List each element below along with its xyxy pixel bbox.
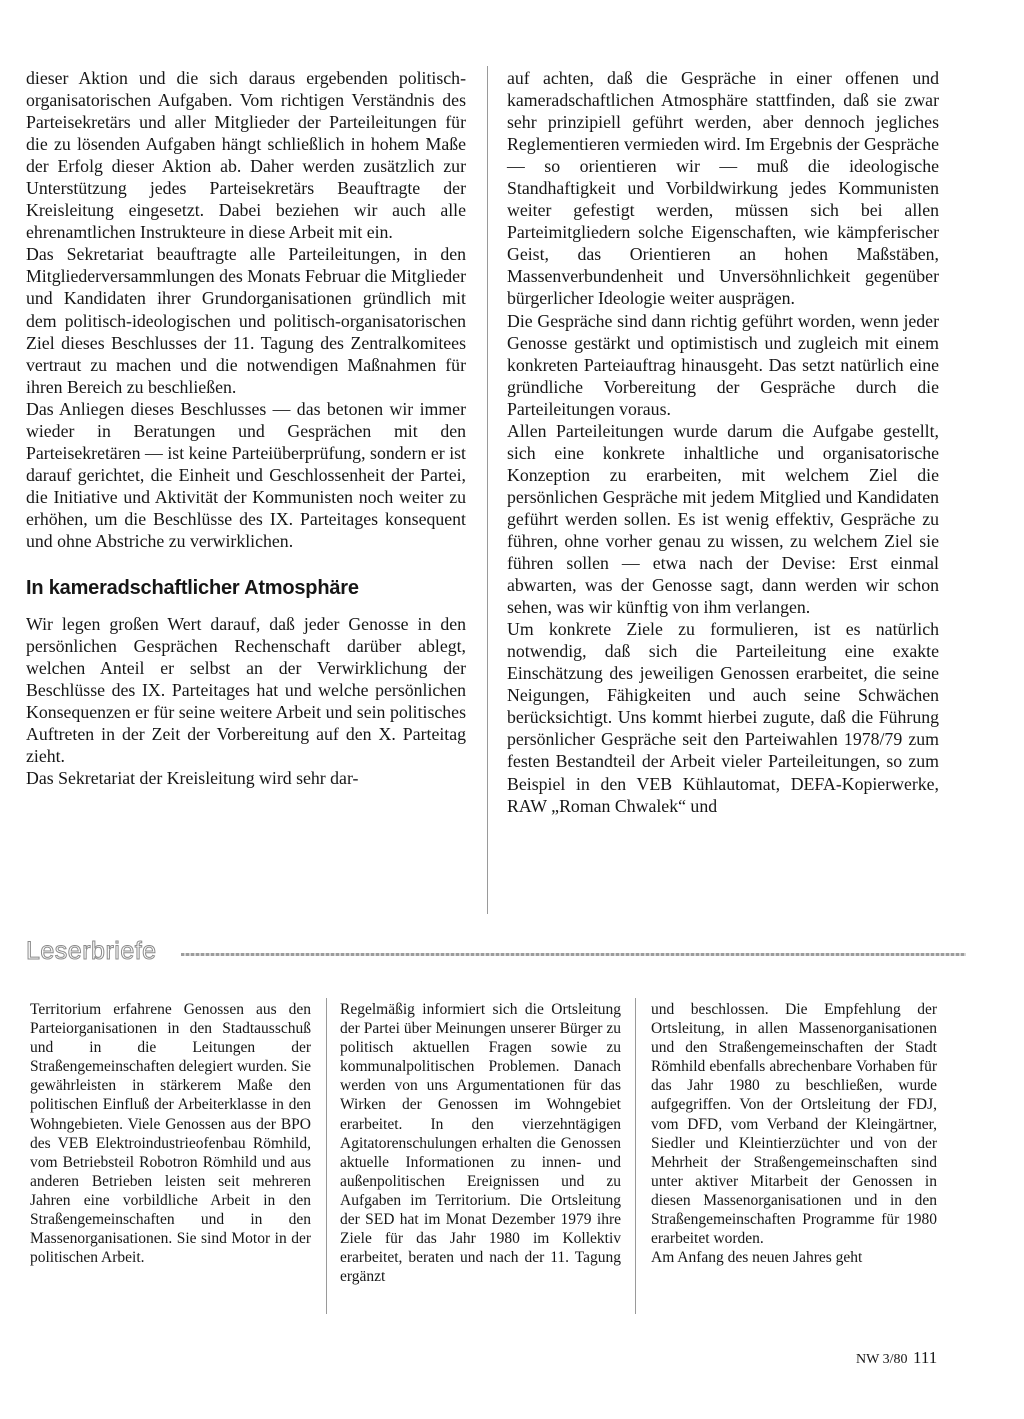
letters-paragraph: Regelmäßig informiert sich die Ortsleitung der Partei über Meinungen unserer Bürger zu politisch aktuellen Fragen sowie zu kommunalpolitischen Problemen. Danach werden von uns Argumentationen für das Wirken der Genossen im Wohngebiet erarbeitet. In den vierzehntägigen Agitatorenschulungen erhalten die Genossen aktuelle Informationen zu innen- und außenpolitischen Ereignissen und zu Aufgaben im Territorium. Die Ortsleitung der SED hat im Monat Dezember 1979 ihre Ziele für das Jahr 1980 im Kollektiv erarbeitet, beraten und nach der 11. Tagung ergänzt (340, 1001, 621, 1286)
letters-paragraph: Territorium erfahrene Genossen aus den Parteiorganisationen in den Stadtausschuß und in die Leitungen der Straßengemeinschaften delegiert wurden. Sie gewährleisten in stärkerem Maße den politischen Einfluß der Arbeiterklasse in den Wohngebieten. Viele Genossen aus der BPO des VEB Elektroindustrieofenbau Römhild, vom Betriebsteil Robotron Römhild und aus anderen Betrieben leisten seit mehreren Jahren eine vorbildliche Arbeit in den Straßengemeinschaften und in den Massenorganisationen. Sie sind Motor in der politischen Arbeit. (30, 1001, 311, 1267)
article-paragraph: Wir legen großen Wert darauf, daß jeder Genosse in den persönlichen Gesprächen Rechenschaft darüber ablegt, welchen Anteil er selbst an der Verwirklichung der Beschlüsse des IX. Parteitages hat und welche persönlichen Konsequenzen er für seine weitere Arbeit und sein politisches Auftreten in der Zeit der Vorbereitung auf den X. Parteitag zieht. (26, 614, 466, 767)
letters-paragraph: und beschlossen. Die Empfehlung der Ortsleitung, in allen Massenorganisationen und den Straßengemeinschaften der Stadt Römhild ebenfalls abrechenbare Vorhaben für das Jahr 1980 zu beschließen, wurde aufgegriffen. Von der Ortsleitung der FDJ, vom DFD, vom Verband der Kleingärtner, Siedler und Kleintierzüchter und von der Mehrheit der Straßengemeinschaften sind unter aktiver Mitarbeit der Genossen in diesen Massenorganisationen und in den Straßengemeinschaften Programme für 1980 erarbeitet worden. (651, 1001, 937, 1248)
letters-column-2 (340, 1000, 621, 1286)
article-paragraph: Das Sekretariat beauftragte alle Parteileitungen, in den Mitgliederversammlungen des Monats Februar die Mitglieder und Kandidaten ihrer Grundorganisationen gründlich mit dem politisch-ideologischen und politisch-organisatorischen Ziel dieses Beschlusses der 11. Tagung des Zentralkomitees vertraut zu machen und die notwendigen Maßnahmen für ihren Bereich zu beschließen. (26, 244, 466, 397)
leserbriefe-banner (26, 936, 966, 968)
letters-paragraph: Am Anfang des neuen Jahres geht (651, 1249, 863, 1267)
article-column-right (507, 67, 939, 817)
article-paragraph: auf achten, daß die Gespräche in einer offenen und kameradschaftlichen Atmosphäre stattfinden, daß sie zwar sehr prinzipiell geführt werden, aber dennoch jegliches Reglementieren vermieden wird. Im Ergebnis der Gespräche — so orientieren wir — muß die ideologische Standhaftigkeit und Vorbildwirkung jedes Kommunisten weiter gefestigt werden, müssen sich bei allen Parteimitgliedern solche Eigenschaften, wie kämpferischer Geist, das Orientieren an hohen Maßstäben, Massenverbundenheit und Unversöhnlichkeit gegenüber bürgerlicher Ideologie weiter ausprägen. (507, 68, 939, 309)
letters-column-1 (30, 1000, 311, 1267)
leserbriefe-title: Leserbriefe (26, 937, 157, 965)
issue-label: NW 3/80 (856, 1352, 908, 1367)
section-heading: In kameradschaftlicher Atmosphäre (26, 577, 359, 600)
article-paragraph: Die Gespräche sind dann richtig geführt worden, wenn jeder Genosse gestärkt und optimistisch und zugleich mit einem konkreten Parteiauftrag hinausgeht. Das setzt natürlich eine gründliche Vorbereitung der Gespräche durch die Parteileitungen voraus. (507, 310, 939, 419)
letters-column-3 (651, 1000, 937, 1267)
column-divider (487, 66, 488, 914)
article-paragraph: Um konkrete Ziele zu formulieren, ist es natürlich notwendig, daß sich die Parteileitung eine exakte Einschätzung des jeweiligen Genossen erarbeitet, die seine Neigungen, Fähigkeiten und auch seine Schwächen berücksichtigt. Uns kommt hierbei zugute, daß die Führung persönlicher Gespräche seit den Parteiwahlen 1978/79 zum festen Bestandteil der Arbeit vieler Parteileitungen, so zum Beispiel in den VEB Kühlautomat, DEFA-Kopierwerke, RAW „Roman Chwalek“ und (507, 619, 939, 816)
article-column-left (26, 67, 466, 789)
article-paragraph: Das Sekretariat der Kreisleitung wird sehr dar- (26, 768, 359, 789)
banner-rule (181, 953, 966, 956)
letters-column-divider (326, 998, 327, 1314)
article-paragraph: dieser Aktion und die sich daraus ergebenden politisch-organisatorischen Aufgaben. Vom richtigen Verständnis des Parteisekretärs und aller Mitglieder der Parteileitungen für die zu lösenden Aufgaben hängt schließlich in hohem Maße der Erfolg dieser Aktion ab. Daher werden zusätzlich zur Unterstützung jedes Parteisekretärs Beauftragte der Kreisleitung eingesetzt. Dabei beziehen wir auch alle ehrenamtlichen Instrukteure in diese Arbeit mit ein. (26, 68, 466, 243)
letters-column-divider (635, 998, 636, 1314)
page-number: 111 (913, 1348, 938, 1367)
article-paragraph: Das Anliegen dieses Beschlusses — das betonen wir immer wieder in Beratungen und Gesprächen mit den Parteisekretären — ist keine Parteiüberprüfung, sondern er ist darauf gerichtet, die Einheit und Geschlossenheit der Partei, die Initiative und Aktivität der Kommunisten noch weiter zu erhöhen, um die Beschlüsse des IX. Parteitages konsequent und ohne Abstriche zu verwirklichen. (26, 398, 466, 551)
article-paragraph: Allen Parteileitungen wurde darum die Aufgabe gestellt, sich eine konkrete inhaltliche und organisatorische Konzeption zu erarbeiten, mit welchem Ziel die persönlichen Gespräche mit jedem Mitglied und Kandidaten geführt werden sollen. Es ist wenig effektiv, Gespräche zu führen, ohne vorher genau zu wissen, zu welchem Ziel sie führen sollen — etwa nach der Devise: Erst einmal abwarten, was der Genosse sagt, dann werden wir schon sehen, was wir künftig von ihm verlangen. (507, 420, 939, 618)
